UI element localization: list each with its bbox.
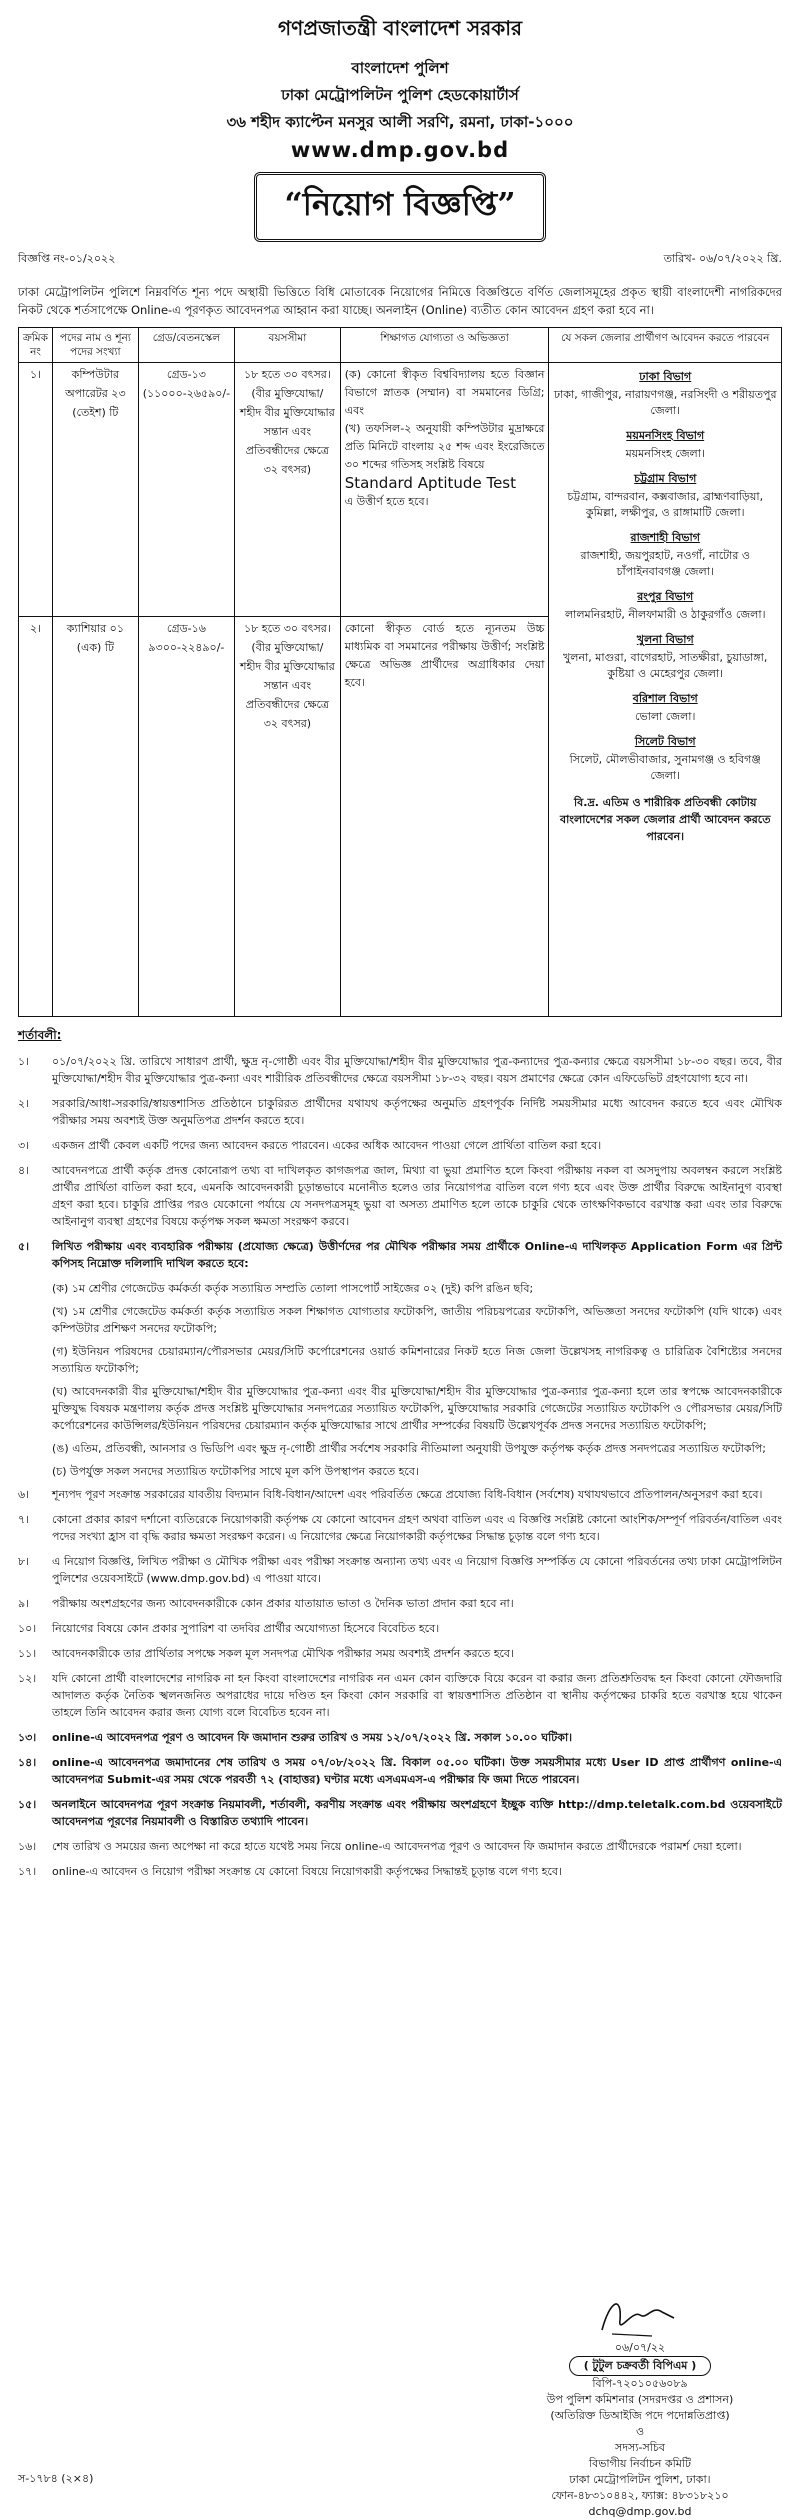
condition-text: আবেদনকারীকে তার প্রার্থিতার সপক্ষে সকল মূল সনদপত্র মৌখিক পরীক্ষার সময় অবশ্যই প্রদর্শন করতে হবে।: [52, 1647, 514, 1660]
condition-item: [18, 1670, 782, 1721]
condition-text: যদি কোনো প্রার্থী বাংলাদেশের নাগরিক না হন কিংবা বাংলাদেশের নাগরিক নন এমন কোন ব্যক্তিকে বিয়ে করেন বা করার জন্য প্রতিশ্রুতিবদ্ধ হন কিংবা কোনো ফৌজদারি আদালত কর্তৃক নৈতিক স্খলনজনিত অপরাধের দায়ে দণ্ডিত হন কিংবা কোন সরকারি বা স্বায়ত্তশাসিত প্রতিষ্ঠান বা স্থানীয় কর্তৃপক্ষের চাকরি হতে বরখাস্ত হয়ে থাকেন তাহলে তিনি আবেদন করার জন্য যোগ্য বলে বিবেচিত হবেন না।: [52, 1672, 782, 1719]
notice-page: [18, 12, 782, 1888]
condition-text: কোনো প্রকার কারণ দর্শানো ব্যতিরেকে নিয়োগকারী কর্তৃপক্ষ যে কোনো আবেদন গ্রহণ অথবা বাতিল এবং এ বিজ্ঞপ্তি সংশ্লিষ্ট কোনো আংশিক/সম্পূর্ণ পরিবর্তন/বাতিল এবং পদের সংখ্যা হ্রাস বা বৃদ্ধি করার ক্ষমতা সংরক্ষণ করেন। এ নিয়োগের ক্ষেত্রে নিয়োগকারী কর্তৃপক্ষের সিদ্ধান্ত চূড়ান্ত বলে গণ্য হবে।: [52, 1513, 782, 1543]
condition-item: [18, 1645, 782, 1662]
condition-item: [18, 1511, 782, 1545]
condition-item: [18, 1553, 782, 1587]
qualification-end: এ উত্তীর্ণ হতে হবে।: [344, 495, 429, 508]
conditions-list: [18, 1053, 782, 1880]
condition-text: একজন প্রার্থী কেবল একটি পদের জন্য আবেদন করতে পারবেন। একের অধিক আবেদন পাওয়া গেলে প্রার্থিতা বাতিল করা হবে।: [52, 1139, 602, 1152]
signatory-office: ঢাকা মেট্রোপলিটন পুলিশ, ঢাকা।: [569, 2473, 711, 2486]
document-item: (চ) উপর্যুক্ত সকল সনদের সত্যায়িত ফটোকপির সাথে মূল কপি উপস্থাপন করতে হবে।: [52, 1465, 419, 1478]
header-cell: বয়সসীমা: [235, 328, 341, 363]
condition-text: শূন্যপদ পূরণ সংক্রান্ত সরকারের যাবতীয় বিদ্যমান বিধি-বিধান/আদেশ এবং পরিবর্তিত ক্ষেত্রে প্রযোজ্য বিধি-বিধান (সর্বশেষ) যথাযথভাবে প্রতিপালন/অনুসরণ করা হবে।: [52, 1488, 763, 1501]
qualification-a: (ক) কোনো স্বীকৃত বিশ্ববিদ্যালয় হতে বিজ্ঞান বিভাগে স্নাতক (সম্মান) বা সমমানের ডিগ্রি; এবং: [344, 368, 545, 417]
office-name: ঢাকা মেট্রোপলিটন পুলিশ হেডকোয়ার্টার্স: [281, 86, 519, 104]
division-barishal: বরিশাল বিভাগ: [632, 692, 698, 705]
condition-text: অনলাইনে আবেদনপত্র পূরণ সংক্রান্ত নিয়মাবলী, শর্তাবলী, করণীয় সংক্রান্ত এবং পরীক্ষায় অংশগ্রহণে ইচ্ছুক ব্যক্তি http://dmp.teletalk.com.bd ওয়েবসাইটে আবেদনপত্র পূরণের নিয়মাবলী ও বিস্তারিত তথ্যাদি পাবেন।: [52, 1798, 782, 1828]
condition-number: ১২।: [18, 1672, 37, 1685]
qualification-cell: কোনো স্বীকৃত বোর্ড হতে ন্যূনতম উচ্চ মাধ্যমিক বা সমমানের পরীক্ষায় উত্তীর্ণ; সংশ্লিষ্ট ক্ষেত্রে অভিজ্ঞ প্রার্থীদের অগ্রাধিকার দেয়া হবে।: [340, 617, 549, 1017]
table-header-row: [19, 328, 782, 363]
header-cell: গ্রেড/বেতনস্কেল: [138, 328, 234, 363]
condition-item: [18, 1620, 782, 1637]
condition-text: পরীক্ষায় অংশগ্রহণের জন্য আবেদনকারীকে কোন প্রকার যাতায়াত ভাতা ও দৈনিক ভাতা প্রদান করা হবে না।: [52, 1597, 514, 1610]
condition-item: [18, 1796, 782, 1830]
districts-rajshahi: রাজশাহী, জয়পুরহাট, নওগাঁ, নাটোর ও চাঁপাইনবাবগঞ্জ জেলা।: [580, 549, 750, 578]
header-cell: পদের নাম ও শূন্য পদের সংখ্যা: [52, 328, 138, 363]
condition-number: ১০।: [18, 1622, 37, 1635]
age-cell: ১৮ হতে ৩০ বৎসর। (বীর মুক্তিযোদ্ধা/ শহীদ বীর মুক্তিযোদ্ধার সন্তান এবং প্রতিবন্ধীদের ক্ষেত্রে ৩২ বৎসর): [235, 617, 341, 1017]
signature-scribble-icon: [592, 2290, 682, 2340]
condition-item: [18, 1486, 782, 1503]
condition-number: ৬।: [18, 1488, 30, 1501]
condition-item: [18, 1137, 782, 1154]
condition-text: online-এ আবেদন ও নিয়োগ পরীক্ষা সংক্রান্ত যে কোনো বিষয়ে নিয়োগকারী কর্তৃপক্ষের সিদ্ধান্তই চূড়ান্ত বলে গণ্য হবে।: [52, 1865, 562, 1878]
qualification-test: Standard Aptitude Test: [344, 474, 516, 492]
notice-title: “নিয়োগ বিজ্ঞপ্তি”: [254, 172, 546, 242]
condition-text: ০১/০৭/২০২২ খ্রি. তারিখে সাধারণ প্রার্থী, ক্ষুদ্র নৃ-গোষ্ঠী এবং বীর মুক্তিযোদ্ধা/শহীদ বীর মুক্তিযোদ্ধার পুত্র-কন্যাদের পুত্র-কন্যার ক্ষেত্রে বয়সসীমা ১৮-৩০ বছর। তবে, বীর মুক্তিযোদ্ধা/শহীদ বীর মুক্তিযোদ্ধার পুত্র-কন্যা এবং শারীরিক প্রতিবন্ধীদের ক্ষেত্রে বয়সসীমা ১৮-৩২ বছর। বয়স প্রমাণের ক্ষেত্রে কোন এফিডেভিট গ্রহণযোগ্য হবে না।: [52, 1055, 782, 1085]
condition-text: শেষ তারিখ ও সময়ের জন্য অপেক্ষা না করে হাতে যথেষ্ট সময় নিয়ে online-এ আবেদনপত্র পূরণ ও আবেদন ফি জমাদান করতে প্রার্থীদেরকে পরামর্শ দেয়া হলো।: [52, 1840, 742, 1853]
header-cell: যে সকল জেলার প্রার্থীগণ আবেদন করতে পারবেন: [549, 328, 782, 363]
special-note: বি.দ্র. এতিম ও শারীরিক প্রতিবন্ধী কোটায় বাংলাদেশের সকল জেলার প্রার্থী আবেদন করতে পারবেন।: [559, 796, 771, 843]
ref-number: বিজ্ঞপ্তি নং-০১/২০২২: [18, 252, 116, 265]
condition-text: আবেদনপত্রে প্রার্থী কর্তৃক প্রদত্ত কোনোরূপ তথ্য বা দাখিলকৃত কাগজপত্র জাল, মিথ্যা বা ভুয়া প্রমাণিত হলে কিংবা পরীক্ষায় নকল বা অসদুপায় অবলম্বন করলে সংশ্লিষ্ট প্রার্থীর প্রার্থিতা বাতিল করা হবে, এমনকি আবেদনকারী চূড়ান্তভাবে মনোনীত হলেও তার নিয়োগপত্র বাতিল বলে গণ্য হবে এবং উক্ত প্রার্থীর বিরুদ্ধে আইনানুগ ব্যবস্থা গ্রহণ করা হবে। চাকুরি প্রাপ্তির পরও যেকোনো পর্যায়ে যে সনদপত্রসমূহ ভুয়া বা অসত্য প্রমাণিত হলে তাকে চাকুরি থেকে তাৎক্ষণিকভাবে বরখাস্ত করা এবং তার বিরুদ্ধে আইনানুগ ব্যবস্থা গ্রহণের বিষয়ে কর্তৃপক্ষ সকল ক্ষমতা সংরক্ষণ করবে।: [52, 1164, 782, 1228]
division-mymensingh: ময়মনসিংহ বিভাগ: [626, 429, 705, 442]
post-cell: কম্পিউটার অপারেটর ২৩ (তেইশ) টি: [52, 363, 138, 617]
header: [18, 14, 782, 162]
document-item: (গ) ইউনিয়ন পরিষদের চেয়ারম্যান/পৌরসভার মেয়র/সিটি কর্পোরেশনের ওয়ার্ড কমিশনারের নিকট হতে নিজ জেলা উল্লেখসহ নাগরিকত্ব ও চারিত্রিক বৈশিষ্ট্যের সনদের সত্যায়িত ফটোকপি;: [52, 1345, 782, 1375]
signatory-and: ও: [635, 2425, 645, 2438]
condition-text: সরকারি/আধা-সরকারি/স্বায়ত্তশাসিত প্রতিষ্ঠানে চাকুরিরত প্রার্থীদের যথাযথ কর্তৃপক্ষের অনুমতি গ্রহণপূর্বক নির্দিষ্ট সময়সীমার মধ্যে আবেদন করতে হবে এবং মৌখিক পরীক্ষার সময় অবশ্যই উক্ত অনুমতিপত্র প্রদর্শন করতে হবে।: [52, 1097, 782, 1127]
division-rajshahi: রাজশাহী বিভাগ: [630, 531, 700, 544]
grade-cell: গ্রেড-১৬ ৯৩০০-২২৪৯০/-: [138, 617, 234, 1017]
district-cell: [549, 363, 782, 1017]
districts-barishal: ভোলা জেলা।: [635, 710, 696, 723]
website: www.dmp.gov.bd: [290, 138, 510, 162]
condition-number: ১৫।: [18, 1798, 37, 1811]
division-chattogram: চট্টগ্রাম বিভাগ: [634, 472, 697, 485]
condition-text: online-এ আবেদনপত্র পূরণ ও আবেদন ফি জমাদান শুরুর তারিখ ও সময় ১২/০৭/২০২২ খ্রি. সকাল ১০.০০ ঘটিকা।: [52, 1731, 573, 1744]
condition-text: online-এ আবেদনপত্র জমাদানের শেষ তারিখ ও সময় ০৭/০৮/২০২২ খ্রি. বিকাল ০৫.০০ ঘটিকা। উক্ত সময়সীমার মধ্যে User ID প্রাপ্ত প্রার্থীগণ online-এ আবেদনপত্র Submit-এর সময় থেকে পরবর্তী ৭২ (বাহাত্তর) ঘণ্টার মধ্যে এসএমএস-এ পরীক্ষার ফি জমা দিতে পারবেন।: [52, 1756, 782, 1786]
condition-number: ৫।: [18, 1240, 30, 1253]
intro-paragraph: ঢাকা মেট্রোপলিটন পুলিশে নিম্নবর্ণিত শূন্য পদে অস্থায়ী ভিত্তিতে বিধি মোতাবেক নিয়োগের নিমিত্তে বিজ্ঞপ্তিতে বর্ণিত জেলাসমূহের প্রকৃত স্থায়ী বাংলাদেশী নাগরিকদের নিকট থেকে শর্তসাপেক্ষে Online-এ পূরণকৃত আবেদনপত্র আহ্বান করা যাচ্ছে। অনলাইন (Online) ব্যতীত কোন আবেদন গ্রহণ করা হবে না।: [18, 285, 782, 317]
condition-number: ১৬।: [18, 1840, 37, 1853]
condition-number: ১৩।: [18, 1731, 37, 1744]
condition-number: ১৪।: [18, 1756, 37, 1769]
condition-number: ৯।: [18, 1597, 30, 1610]
office-address: ৩৬ শহীদ ক্যাপ্টেন মনসুর আলী সরণি, রমনা, ঢাকা-১০০০: [226, 113, 574, 131]
qualification-cell: [340, 363, 549, 617]
condition-item: [18, 1162, 782, 1230]
condition-item: [18, 1838, 782, 1855]
division-khulna: খুলনা বিভাগ: [636, 633, 694, 646]
signatory-bp: বিপি-৭২০১০৫৬০৮৯: [592, 2377, 688, 2390]
condition-item: [18, 1095, 782, 1129]
condition-text: নিয়োগের বিষয়ে কোন প্রকার সুপারিশ বা তদবির প্রার্থীর অযোগ্যতা হিসেবে বিবেচিত হবে।: [52, 1622, 440, 1635]
condition-number: ১১।: [18, 1647, 37, 1660]
condition-item: [18, 1595, 782, 1612]
division-sylhet: সিলেট বিভাগ: [634, 735, 696, 748]
age-cell: ১৮ হতে ৩০ বৎসর। (বীর মুক্তিযোদ্ধা/ শহীদ বীর মুক্তিযোদ্ধার সন্তান এবং প্রতিবন্ধীদের ক্ষেত্রে ৩২ বৎসর): [235, 363, 341, 617]
conditions-title: শর্তাবলী:: [18, 1028, 62, 1042]
condition-number: ৩।: [18, 1139, 30, 1152]
signature-date: ০৬/০৭/২২: [614, 2341, 666, 2354]
table-row: [19, 363, 782, 617]
condition-item: [18, 1238, 782, 1272]
grade-cell: গ্রেড-১৩ (১১০০০-২৬৫৯০/-: [138, 363, 234, 617]
signature-mark: [520, 2290, 760, 2340]
condition-number: ৭।: [18, 1513, 30, 1526]
condition-item: [18, 1053, 782, 1087]
signatory-committee: বিভাগীয় নির্বাচন কমিটি: [588, 2457, 692, 2470]
condition-item: [18, 1729, 782, 1746]
districts-chattogram: চট্টগ্রাম, বান্দরবান, কক্সবাজার, ব্রাহ্মণবাড়িয়া, কুমিল্লা, লক্ষীপুর, ও রাঙ্গামাটি জেলা।: [567, 490, 764, 519]
districts-dhaka: ঢাকা, গাজীপুর, নারায়ণগঞ্জ, নরসিংদী ও শরীয়তপুর জেলা।: [553, 388, 777, 417]
signature-block: [520, 2290, 760, 2520]
footer-code: স-১৭৮৪ (২×৪): [18, 2472, 94, 2485]
districts-khulna: খুলনা, মাগুরা, বাগেরহাট, সাতক্ষীরা, চুয়াডাঙ্গা, কুষ্টিয়া ও মেহেরপুর জেলা।: [563, 651, 768, 680]
condition-number: ২।: [18, 1097, 30, 1110]
serial-cell: ১।: [19, 363, 53, 617]
document-item: (ঙ) এতিম, প্রতিবন্ধী, আনসার ও ভিডিপি এবং ক্ষুদ্র নৃ-গোষ্ঠী প্রার্থীর সর্বশেষ সরকারি নীতিমালা অনুযায়ী উপযুক্ত কর্তৃপক্ষ কর্তৃক প্রদত্ত সনদপত্রের সত্যায়িত ফটোকপি;: [52, 1442, 766, 1455]
signatory-designation: উপ পুলিশ কমিশনার (সদরদপ্তর ও প্রশাসন): [546, 2393, 734, 2406]
document-item: (খ) ১ম শ্রেণীর গেজেটেড কর্মকর্তা কর্তৃক সত্যায়িত সকল শিক্ষাগত যোগ্যতার ফটোকপি, জাতীয় পরিচয়পত্রের ফটোকপি, অভিজ্ঞতা সনদের ফটোকপি (যদি থাকে) এবং কম্পিউটার প্রশিক্ষণ সনদের ফটোকপি;: [52, 1305, 782, 1335]
condition-item: [18, 1754, 782, 1788]
document-item: (ঘ) আবেদনকারী বীর মুক্তিযোদ্ধা/শহীদ বীর মুক্তিযোদ্ধার পুত্র-কন্যা এবং বীর মুক্তিযোদ্ধা/শহীদ বীর মুক্তিযোদ্ধার পুত্র-কন্যার পুত্র-কন্যা হলে তার স্বপক্ষে আবেদনকারীকে মুক্তিযুদ্ধ বিষয়ক মন্ত্রণালয় কর্তৃক প্রদত্ত সংশ্লিষ্ট মুক্তিযোদ্ধার সনদপত্রের সত্যায়িত ফটোকপি, মুক্তিযোদ্ধার সরকারি গেজেটের সত্যায়িত ফটোকপি ও পৌরসভার মেয়র/সিটি কর্পোরেশনের কাউন্সিলর/ইউনিয়ন পরিষদের চেয়ারম্যান কর্তৃক মুক্তিযোদ্ধার সাথে প্রার্থীর সম্পর্কের বিষয়টি উল্লেখপূর্বক প্রদত্ত সনদের সত্যায়িত ফটোকপি;: [52, 1385, 782, 1432]
districts-mymensingh: ময়মনসিংহ জেলা।: [625, 447, 705, 460]
signatory-member: সদস্য-সচিব: [615, 2441, 665, 2454]
header-cell: ক্রমিক নং: [19, 328, 53, 363]
post-cell: ক্যাশিয়ার ০১ (এক) টি: [52, 617, 138, 1017]
districts-sylhet: সিলেট, মৌলভীবাজার, সুনামগঞ্জ ও হবিগঞ্জ জেলা।: [569, 753, 761, 782]
serial-cell: ২।: [19, 617, 53, 1017]
division-rangpur: রংপুর বিভাগ: [637, 590, 694, 603]
notice-date: তারিখ- ০৬/০৭/২০২২ খ্রি.: [663, 252, 782, 265]
condition-text: এ নিয়োগ বিজ্ঞপ্তি, লিখিত পরীক্ষা ও মৌখিক পরীক্ষা এবং পরীক্ষা সংক্রান্ত অন্যান্য তথ্য এবং এ নিয়োগ বিজ্ঞপ্তি সম্পর্কিত যে কোনো পরিবর্তনের তথ্য ঢাকা মেট্রোপলিটন পুলিশের ওয়েবসাইটে (www.dmp.gov.bd) এ পাওয়া যাবে।: [52, 1555, 782, 1585]
vacancy-table: [18, 327, 782, 1017]
condition-text: লিখিত পরীক্ষায় এবং ব্যবহারিক পরীক্ষায় (প্রযোজ্য ক্ষেত্রে) উত্তীর্ণদের পর মৌখিক পরীক্ষার সময় প্রার্থীকে Online-এ দাখিলকৃত Application Form এর প্রিন্ট কপিসহ নিম্নোক্ত দলিলাদি দাখিল করতে হবে:: [52, 1240, 782, 1270]
ref-row: [18, 250, 782, 269]
districts-rangpur: লালমনিরহাট, নীলফামারী ও ঠাকুরগাঁও জেলা।: [564, 608, 766, 621]
org-name: বাংলাদেশ পুলিশ: [351, 59, 449, 77]
condition-number: ৮।: [18, 1555, 30, 1568]
govt-name: গণপ্রজাতন্ত্রী বাংলাদেশ সরকার: [278, 16, 522, 40]
qualification-b: (খ) তফসিল-২ অনুযায়ী কম্পিউটার মুদ্রাক্ষরে প্রতি মিনিটে বাংলায় ২৫ শব্দ এবং ইংরেজিতে ৩০ শব্দের গতিসহ সংশ্লিষ্ট বিষয়ে: [344, 422, 545, 471]
condition-number: ৪।: [18, 1164, 30, 1177]
division-dhaka: ঢাকা বিভাগ: [639, 370, 692, 383]
condition-number: ১৭।: [18, 1865, 37, 1878]
signatory-extra: (অতিরিক্ত ডিআইজি পদে পদোন্নতিপ্রাপ্ত): [550, 2409, 730, 2422]
signatory-name: ( টুটুল চক্রবর্তী বিপিএম ): [569, 2356, 712, 2376]
header-cell: শিক্ষাগত যোগ্যতা ও অভিজ্ঞতা: [340, 328, 549, 363]
document-item: (ক) ১ম শ্রেণীর গেজেটেড কর্মকর্তা কর্তৃক সত্যায়িত সম্প্রতি তোলা পাসপোর্ট সাইজের ০২ (দুই) কপি রঙিন ছবি;: [52, 1282, 534, 1295]
condition-number: ১।: [18, 1055, 30, 1068]
signatory-phone: ফোন-৪৮৩১০৪৪২, ফ্যাক্স: ৪৮৩১৮২১০: [551, 2489, 729, 2502]
signatory-email: dchq@dmp.gov.bd: [588, 2505, 692, 2518]
condition-item: [18, 1863, 782, 1880]
